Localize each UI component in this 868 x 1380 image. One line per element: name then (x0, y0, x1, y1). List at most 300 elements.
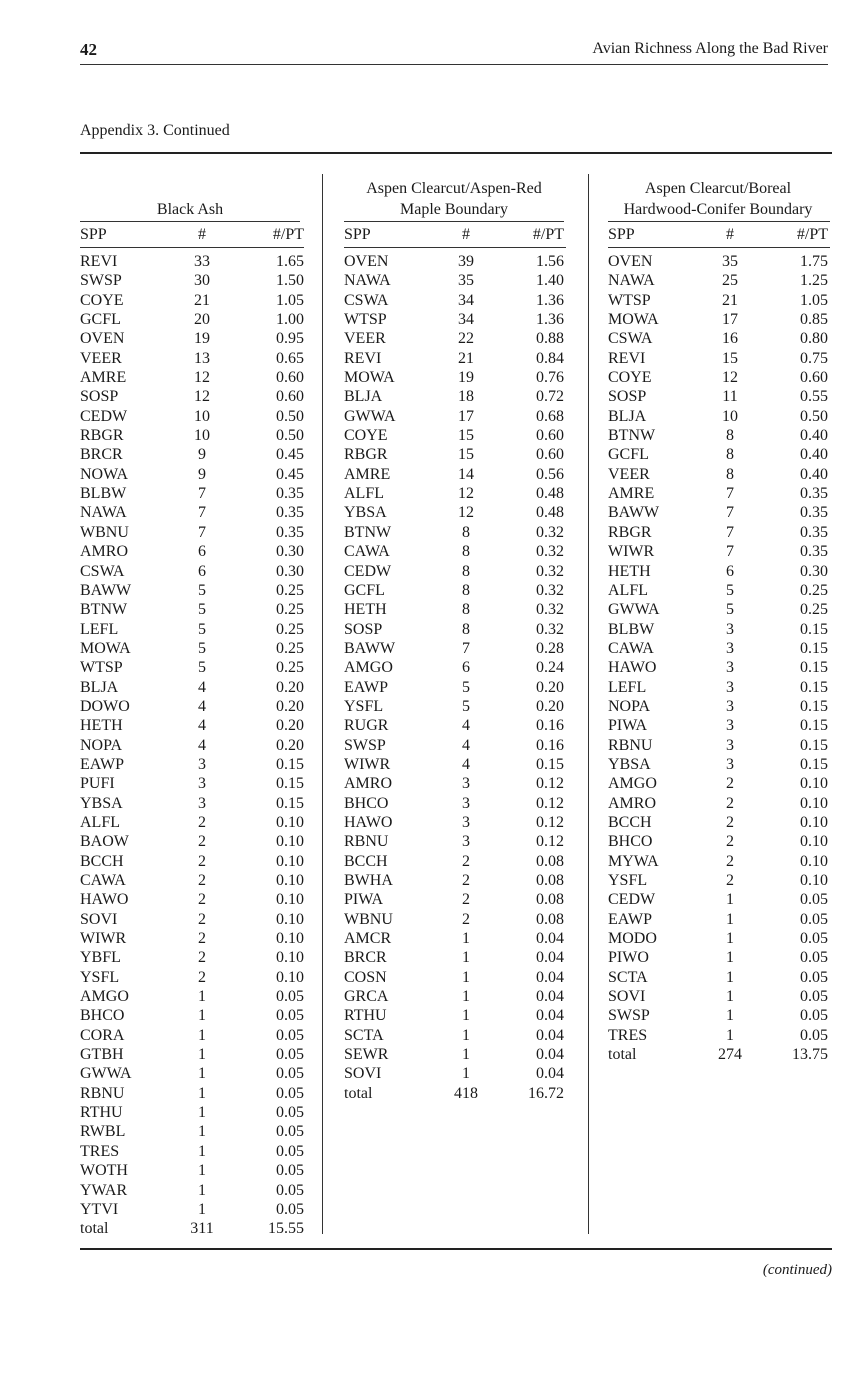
table-row (608, 716, 830, 735)
count-value: 39 (458, 253, 474, 270)
count-value: 1 (198, 1007, 206, 1025)
species-code: HETH (344, 601, 387, 619)
per-point-value: 0.05 (276, 1065, 304, 1083)
count-value: 1 (198, 1162, 206, 1180)
count-value: 3 (462, 813, 470, 831)
per-point-value: 0.20 (276, 697, 304, 715)
table-row (608, 968, 830, 987)
species-code: SEWR (344, 1046, 389, 1064)
table-row (608, 813, 830, 832)
count-value: 19 (194, 330, 210, 348)
table-row (80, 1045, 304, 1064)
per-point-value: 0.50 (276, 407, 304, 425)
count-value: 7 (726, 523, 734, 541)
per-point-value: 0.05 (800, 891, 828, 909)
species-code: HETH (608, 562, 651, 580)
per-point-value: 0.05 (276, 1162, 304, 1180)
table-row (344, 1045, 566, 1064)
count-value: 3 (726, 717, 734, 735)
species-code: COYE (344, 427, 388, 445)
per-point-value: 0.16 (536, 736, 564, 754)
count-value: 6 (198, 562, 206, 580)
per-point-value: 0.24 (536, 659, 564, 677)
species-code: CORA (80, 1026, 125, 1044)
count-value: 16 (722, 330, 738, 348)
table-row (344, 832, 566, 851)
species-code: RBGR (344, 446, 388, 464)
per-point-value: 1.75 (800, 253, 828, 270)
count-value: 3 (198, 794, 206, 812)
species-code: PUFI (80, 775, 115, 793)
species-code: AMRO (608, 794, 657, 812)
species-code: TRES (608, 1026, 648, 1044)
species-code: GCFL (80, 311, 121, 329)
per-point-value: 0.32 (536, 601, 564, 619)
species-code: CAWA (344, 543, 390, 561)
table-row (344, 987, 566, 1006)
species-code: BTNW (80, 601, 128, 619)
count-value: 2 (462, 910, 470, 928)
table-row (80, 600, 304, 619)
species-code: AMRE (608, 485, 655, 503)
per-point-value: 0.32 (536, 620, 564, 638)
per-point-value: 0.15 (536, 755, 564, 773)
species-code: YBSA (344, 504, 387, 522)
count-value: 3 (462, 833, 470, 851)
table-row (344, 813, 566, 832)
table-row (80, 678, 304, 697)
header-bottom-rule (608, 247, 830, 248)
count-value: 3 (726, 639, 734, 657)
count-value: 19 (458, 369, 474, 387)
per-point-value: 0.15 (800, 736, 828, 754)
species-code: BLJA (80, 678, 119, 696)
count-value: 1 (726, 910, 734, 928)
species-code: VEER (344, 330, 386, 348)
per-point-value: 0.05 (800, 949, 828, 967)
species-code: AMRO (344, 775, 393, 793)
species-code: CSWA (344, 291, 389, 309)
species-code: AMRO (80, 543, 129, 561)
table-row (80, 562, 304, 581)
count-value: 2 (198, 813, 206, 831)
species-code: SWSP (80, 272, 122, 290)
count-value: 5 (726, 581, 734, 599)
count-value: 6 (726, 562, 734, 580)
per-point-value: 0.25 (276, 639, 304, 657)
table-row (80, 503, 304, 522)
table-row (80, 910, 304, 929)
count-value: 5 (462, 697, 470, 715)
count-value: 2 (198, 852, 206, 870)
per-point-value: 0.04 (536, 949, 564, 967)
group-title-black-ash (80, 199, 300, 220)
table-row (80, 271, 304, 290)
group-title-line: Black Ash (156, 201, 224, 218)
species-code: RBNU (344, 833, 389, 851)
count-value: 15 (458, 427, 474, 445)
col-header-spp: SPP (608, 226, 635, 243)
table-row (344, 697, 566, 716)
per-point-value: 0.10 (276, 949, 304, 967)
count-value: 1 (198, 1181, 206, 1199)
count-value: 7 (726, 543, 734, 561)
per-point-value: 0.15 (276, 755, 304, 773)
table-top-rule (80, 152, 832, 154)
per-point-value: 0.10 (800, 872, 828, 889)
count-value: 2 (726, 833, 734, 851)
table-row (344, 581, 566, 600)
per-point-value: 0.25 (276, 659, 304, 677)
count-value: 30 (194, 272, 210, 290)
table-row (344, 736, 566, 755)
table-row (608, 349, 830, 368)
per-point-value: 0.05 (276, 1026, 304, 1044)
species-code: BRCR (344, 949, 387, 967)
count-value: 17 (458, 407, 474, 425)
count-value: 2 (726, 852, 734, 870)
per-point-value: 0.48 (536, 504, 564, 522)
species-code: SOVI (80, 910, 118, 928)
species-code: BHCO (80, 1007, 125, 1025)
column-divider (322, 174, 323, 1234)
table-row (80, 832, 304, 851)
species-code: GWWA (344, 407, 396, 425)
count-value: 1 (462, 1026, 470, 1044)
table-row (344, 445, 566, 464)
per-point-value: 0.15 (276, 775, 304, 793)
table-row (608, 426, 830, 445)
table-row (344, 852, 566, 871)
species-code: RBNU (80, 1084, 125, 1102)
table-row (608, 465, 830, 484)
species-code: BCCH (344, 852, 388, 870)
species-code: SOVI (608, 988, 646, 1006)
count-value: 3 (726, 736, 734, 754)
per-point-value: 0.10 (800, 813, 828, 831)
count-value: 1 (726, 930, 734, 948)
table-row (80, 523, 304, 542)
species-code: MYWA (608, 852, 659, 870)
per-point-value: 0.05 (800, 930, 828, 948)
per-point-value: 0.32 (536, 562, 564, 580)
species-code: RUGR (344, 717, 389, 735)
group-title-line: Aspen Clearcut/Boreal (644, 180, 792, 197)
count-value: 4 (198, 717, 206, 735)
per-point-value: 0.05 (276, 1046, 304, 1064)
count-value: 7 (462, 639, 470, 657)
header-rule (80, 64, 828, 65)
count-value: 12 (194, 369, 210, 387)
species-code: SWSP (344, 736, 386, 754)
col-header-spp: SPP (344, 226, 371, 243)
group-title-line: Hardwood-Conifer Boundary (623, 201, 813, 218)
count-value: 2 (198, 968, 206, 986)
table-row (608, 697, 830, 716)
table-row (80, 658, 304, 677)
count-value: 15 (458, 446, 474, 464)
species-code: EAWP (344, 678, 389, 696)
count-value: 8 (462, 543, 470, 561)
species-code: MODO (608, 930, 657, 948)
count-value: 2 (726, 794, 734, 812)
per-point-value: 0.28 (536, 639, 564, 657)
species-code: BLJA (344, 388, 383, 406)
table-row (80, 407, 304, 426)
per-point-value: 0.85 (800, 311, 828, 329)
table-row (344, 794, 566, 813)
table-row (608, 620, 830, 639)
table-row (80, 329, 304, 348)
species-code: YWAR (80, 1181, 128, 1199)
per-point-value: 0.15 (800, 620, 828, 638)
per-point-value: 0.16 (536, 717, 564, 735)
count-value: 35 (722, 253, 738, 270)
count-value: 4 (198, 678, 206, 696)
species-code: RBGR (80, 427, 124, 445)
table-row (608, 948, 830, 967)
per-point-value: 0.05 (276, 1142, 304, 1160)
table-row (608, 852, 830, 871)
per-point-value: 15.55 (268, 1220, 304, 1238)
count-value: 3 (726, 620, 734, 638)
table-row (608, 929, 830, 948)
per-point-value: 0.50 (800, 407, 828, 425)
species-code: NOPA (608, 697, 651, 715)
table-row (344, 562, 566, 581)
species-code: SCTA (608, 968, 648, 986)
species-code: AMRE (80, 369, 127, 387)
count-value: 1 (726, 949, 734, 967)
table-row (608, 368, 830, 387)
per-point-value: 0.45 (276, 446, 304, 464)
table-row (344, 426, 566, 445)
species-list-aspen-red-maple (344, 252, 566, 1103)
table-row (344, 310, 566, 329)
per-point-value: 0.15 (800, 659, 828, 677)
per-point-value: 0.05 (800, 910, 828, 928)
species-code: YBSA (80, 794, 123, 812)
per-point-value: 0.10 (276, 968, 304, 986)
count-value: 8 (462, 581, 470, 599)
species-code: SOSP (80, 388, 119, 406)
per-point-value: 0.35 (800, 504, 828, 522)
count-value: 4 (462, 736, 470, 754)
per-point-value: 0.35 (276, 485, 304, 503)
table-row (344, 252, 566, 271)
table-row (344, 542, 566, 561)
species-code: MOWA (344, 369, 395, 387)
species-code: GCFL (608, 446, 649, 464)
per-point-value: 0.35 (800, 485, 828, 503)
count-value: 1 (198, 1046, 206, 1064)
count-value: 34 (458, 311, 474, 329)
count-value: 1 (198, 1123, 206, 1141)
species-code: BHCO (608, 833, 653, 851)
species-code: SOSP (608, 388, 647, 406)
species-code: GCFL (344, 581, 385, 599)
count-value: 21 (722, 291, 738, 309)
per-point-value: 0.60 (276, 369, 304, 387)
table-row (80, 697, 304, 716)
count-value: 2 (726, 775, 734, 793)
count-value: 7 (198, 504, 206, 522)
per-point-value: 0.75 (800, 349, 828, 367)
table-row (608, 445, 830, 464)
species-code: BLJA (608, 407, 647, 425)
count-value: 3 (462, 775, 470, 793)
count-value: 18 (458, 388, 474, 406)
count-value: 1 (726, 1026, 734, 1044)
count-value: 1 (198, 1026, 206, 1044)
count-value: 7 (726, 504, 734, 522)
per-point-value: 0.40 (800, 427, 828, 445)
table-row (344, 368, 566, 387)
species-code: RBNU (608, 736, 653, 754)
continued-note: (continued) (762, 1262, 832, 1278)
count-value: 12 (458, 504, 474, 522)
table-row (80, 1142, 304, 1161)
species-code: SWSP (608, 1007, 650, 1025)
count-value: 10 (194, 427, 210, 445)
table-row (608, 291, 830, 310)
species-code: OVEN (80, 330, 125, 348)
species-code: REVI (80, 253, 118, 270)
species-code: AMGO (344, 659, 393, 677)
per-point-value: 0.25 (276, 581, 304, 599)
per-point-value: 0.05 (276, 1181, 304, 1199)
header-bottom-rule (344, 247, 566, 248)
count-value: 1 (198, 1142, 206, 1160)
table-row (80, 716, 304, 735)
count-value: 8 (462, 601, 470, 619)
count-value: 3 (462, 794, 470, 812)
species-code: RWBL (80, 1123, 126, 1141)
table-row (80, 1181, 304, 1200)
col-header-spp: SPP (80, 226, 107, 243)
count-value: 418 (454, 1084, 478, 1102)
count-value: 3 (726, 755, 734, 773)
per-point-value: 0.60 (276, 388, 304, 406)
count-value: 10 (722, 407, 738, 425)
group-rule (344, 221, 564, 222)
table-row (80, 852, 304, 871)
per-point-value: 0.04 (536, 1007, 564, 1025)
per-point-value: 0.15 (276, 794, 304, 812)
per-point-value: 0.05 (276, 1007, 304, 1025)
table-row (80, 310, 304, 329)
count-value: 8 (726, 446, 734, 464)
per-point-value: 0.08 (536, 852, 564, 870)
per-point-value: 0.55 (800, 388, 828, 406)
table-row (344, 1026, 566, 1045)
table-row (608, 658, 830, 677)
table-row (80, 542, 304, 561)
count-value: 7 (198, 523, 206, 541)
species-code: BLBW (80, 485, 127, 503)
per-point-value: 0.40 (800, 446, 828, 464)
species-code: MOWA (608, 311, 659, 329)
per-point-value: 0.65 (276, 349, 304, 367)
species-code: CSWA (608, 330, 653, 348)
per-point-value: 0.15 (800, 755, 828, 773)
per-point-value: 1.36 (536, 311, 564, 329)
table-row (608, 581, 830, 600)
species-code: REVI (344, 349, 382, 367)
per-point-value: 0.04 (536, 988, 564, 1006)
count-value: 4 (462, 755, 470, 773)
table-row (80, 890, 304, 909)
species-code: HAWO (608, 659, 657, 677)
table-row (80, 736, 304, 755)
table-row (608, 407, 830, 426)
table-row (80, 1006, 304, 1025)
per-point-value: 0.10 (276, 891, 304, 909)
species-code: LEFL (608, 678, 647, 696)
table-row (608, 484, 830, 503)
table-row (344, 968, 566, 987)
count-value: 2 (198, 833, 206, 851)
table-row (80, 581, 304, 600)
per-point-value: 0.40 (800, 465, 828, 483)
table-row (80, 1161, 304, 1180)
group-title-line: Maple Boundary (400, 201, 508, 218)
species-code: BAWW (344, 639, 396, 657)
count-value: 1 (462, 1007, 470, 1025)
table-row (344, 658, 566, 677)
count-value: 5 (198, 601, 206, 619)
per-point-value: 0.05 (800, 1026, 828, 1044)
per-point-value: 0.08 (536, 891, 564, 909)
per-point-value: 0.25 (800, 581, 828, 599)
per-point-value: 0.05 (800, 988, 828, 1006)
table-row (608, 639, 830, 658)
table-row (344, 271, 566, 290)
species-code: total (344, 1084, 373, 1102)
per-point-value: 0.10 (800, 833, 828, 851)
per-point-value: 0.12 (536, 775, 564, 793)
per-point-value: 0.48 (536, 485, 564, 503)
table-row (80, 774, 304, 793)
species-list-black-ash (80, 252, 304, 1239)
table-row (608, 252, 830, 271)
table-row (344, 948, 566, 967)
species-code: WIWR (608, 543, 655, 561)
per-point-value: 0.35 (276, 523, 304, 541)
species-code: RTHU (344, 1007, 387, 1025)
species-code: AMGO (608, 775, 657, 793)
per-point-value: 0.15 (800, 678, 828, 696)
count-value: 2 (462, 852, 470, 870)
species-code: ALFL (80, 813, 120, 831)
per-point-value: 0.20 (536, 678, 564, 696)
per-point-value: 0.68 (536, 407, 564, 425)
per-point-value: 0.04 (536, 968, 564, 986)
count-value: 8 (462, 523, 470, 541)
total-row (608, 1045, 830, 1064)
per-point-value: 1.50 (276, 272, 304, 290)
species-list-boreal-hardwood-conifer (608, 252, 830, 1064)
count-value: 17 (722, 311, 738, 329)
per-point-value: 0.12 (536, 813, 564, 831)
species-code: RTHU (80, 1104, 123, 1122)
species-code: ALFL (608, 581, 648, 599)
species-code: YSFL (608, 872, 648, 889)
table-row (80, 1122, 304, 1141)
species-code: HAWO (344, 813, 393, 831)
per-point-value: 0.35 (800, 543, 828, 561)
species-code: YSFL (80, 968, 120, 986)
